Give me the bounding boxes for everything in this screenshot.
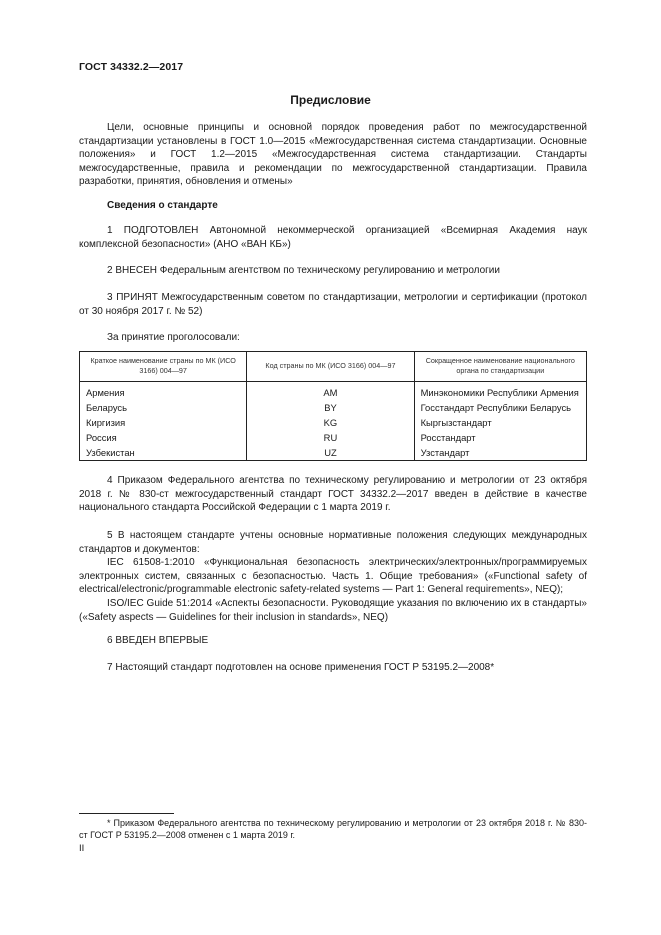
country-name-cell: Армения (80, 382, 247, 401)
footnote-divider (79, 813, 174, 814)
item-3-paragraph: 3 ПРИНЯТ Межгосударственным советом по стандартизации, метрологии и сертификации (протокол от 30 ноября 2017 г. № 52) (79, 292, 587, 317)
item-4-paragraph: 4 Приказом Федерального агентства по техническому регулированию и метрологии от 23 октября 2018 г. № 830-ст межгосударственный стандарт ГОСТ 34332.2—2017 введен в действие в качестве национального стандарта Российской Федерации с 1 марта 2019 г. (79, 475, 587, 514)
country-name-cell: Киргизия (80, 415, 247, 430)
country-code-cell: BY (247, 400, 414, 415)
item-1-paragraph: 1 ПОДГОТОВЛЕН Автономной некоммерческой организацией «Всемирная Академия наук комплексной безопасности» (АНО «ВАН КБ») (79, 225, 587, 250)
item-5-iso-paragraph: ISO/IEC Guide 51:2014 «Аспекты безопасности. Руководящие указания по включению их в стандарты» («Safety aspects — Guidelines for their inclusion in standards», NEQ) (79, 598, 587, 623)
national-body-cell: Росстандарт (414, 430, 586, 445)
table-row (80, 445, 587, 461)
header-national-body: Сокращенное наименование национального органа по стандартизации (414, 352, 586, 382)
table-row (80, 430, 587, 445)
header-country-code: Код страны по МК (ИСО 3166) 004—97 (247, 352, 414, 382)
national-body-cell: Кыргызстандарт (414, 415, 586, 430)
national-body-cell: Госстандарт Республики Беларусь (414, 400, 586, 415)
country-code-cell: KG (247, 415, 414, 430)
item-5-iec-paragraph: IEC 61508-1:2010 «Функциональная безопасность электрических/электронных/программируемых электронных систем, связанных с безопасностью. Часть 1. Общие требования» («Functional safety of electrical/electronic/programmable electronic safety-related systems — Part 1: General requirements», NEQ); (79, 557, 587, 596)
page-number: II (79, 843, 85, 854)
table-row (80, 415, 587, 430)
table-row (80, 382, 587, 401)
standard-code-header: ГОСТ 34332.2—2017 (79, 61, 184, 73)
item-2-paragraph: 2 ВНЕСЕН Федеральным агентством по техническому регулированию и метрологии (107, 265, 500, 276)
footnote: * Приказом Федерального агентства по техническому регулированию и метрологии от 23 октября 2018 г. № 830-ст ГОСТ Р 53195.2—2008 отменен с 1 марта 2019 г. (79, 818, 587, 840)
header-country-name: Краткое наименование страны по МК (ИСО 3166) 004—97 (80, 352, 247, 382)
item-5-paragraph: 5 В настоящем стандарте учтены основные нормативные положения следующих международных стандартов и документов: (79, 530, 587, 555)
country-code-cell: UZ (247, 445, 414, 461)
national-body-cell: Узстандарт (414, 445, 586, 461)
intro-paragraph: Цели, основные принципы и основной порядок проведения работ по межгосударственной стандартизации установлены в ГОСТ 1.0—2015 «Межгосударственная система стандартизации. Основные положения» и ГОСТ 1.2—2015 «Межгосударственная система стандартизации. Стандарты межгосударственные, правила и рекомендации по межгосударственной стандартизации. Правила разработки, принятия, обновления и отмены» (79, 122, 587, 188)
vote-intro: За принятие проголосовали: (107, 332, 240, 343)
vote-table (79, 351, 587, 461)
section-heading: Сведения о стандарте (107, 200, 218, 211)
table-row (80, 400, 587, 415)
country-name-cell: Узбекистан (80, 445, 247, 461)
country-name-cell: Россия (80, 430, 247, 445)
page-title: Предисловие (290, 93, 371, 107)
item-6-paragraph: 6 ВВЕДЕН ВПЕРВЫЕ (107, 635, 209, 646)
national-body-cell: Минэкономики Республики Армения (414, 382, 586, 401)
country-name-cell: Беларусь (80, 400, 247, 415)
vote-table-header-row (80, 352, 587, 382)
country-code-cell: AM (247, 382, 414, 401)
item-7-paragraph: 7 Настоящий стандарт подготовлен на основе применения ГОСТ Р 53195.2—2008* (107, 662, 495, 673)
country-code-cell: RU (247, 430, 414, 445)
